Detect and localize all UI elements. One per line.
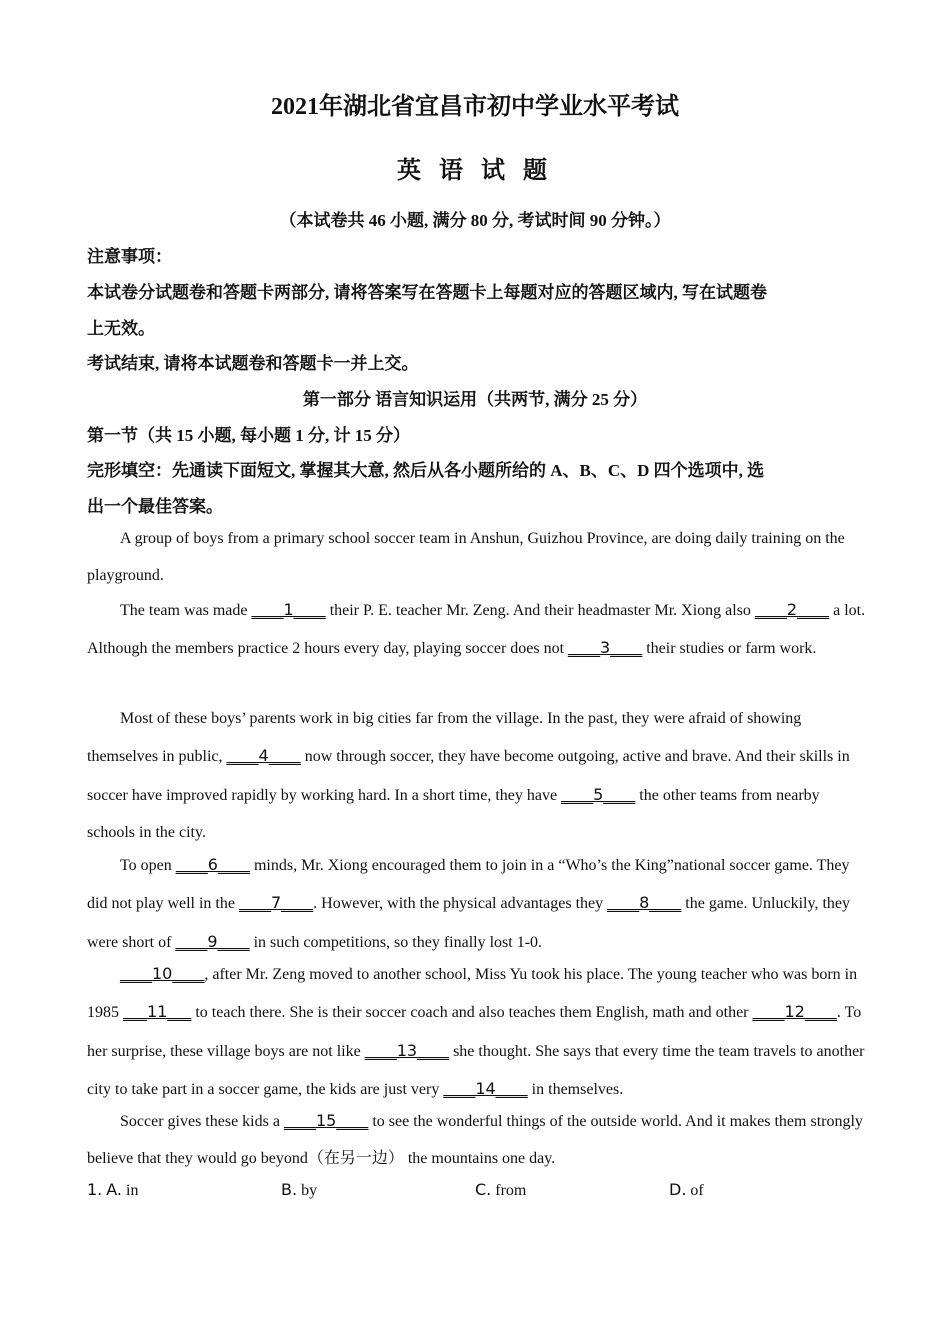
paragraph-text: , after Mr. Zeng moved to another school, Miss Yu took his place. The young teacher who was born in 1985: [87, 966, 858, 1022]
instruction-line-2: 出一个最佳答案。: [87, 497, 223, 516]
passage-paragraph-1: [87, 520, 867, 595]
paragraph-text: in such competitions, so they finally lost 1-0.: [249, 933, 543, 951]
question-number: 1.: [87, 1180, 103, 1199]
blank-8: ____8____: [607, 893, 682, 913]
blank-5: ____5____: [561, 784, 636, 804]
part1-title: 第一部分 语言知识运用（共两节, 满分 25 分）: [302, 390, 648, 409]
blank-2: ____2____: [754, 600, 830, 619]
paragraph-text: their studies or farm work.: [642, 640, 817, 658]
blank-6: ____6____: [175, 855, 250, 874]
option-letter: C.: [475, 1180, 492, 1199]
notes-line-3: 考试结束, 请将本试题卷和答题卡一并上交。: [87, 354, 419, 373]
option-letter: B.: [281, 1180, 298, 1199]
paragraph-text: The team was made: [120, 602, 252, 619]
option-text: in: [126, 1182, 139, 1199]
paragraph-text: . However, with the physical advantages they: [313, 895, 608, 913]
notes-line-1: 本试卷分试题卷和答题卡两部分, 请将答案写在答题卡上每题对应的答题区域内, 写在试题卷: [87, 283, 767, 302]
paragraph-text: she thought. She says that every time the team travels to another city to take part in a soccer game, the kids are just very: [87, 1042, 865, 1099]
blank-10: ____10____: [120, 964, 205, 983]
blank-1: ____1____: [251, 600, 326, 619]
paragraph-text: to see the wonderful things of the outside world. And it makes them strongly believe that they would go beyond（在另一边） the mountains one day.: [87, 1113, 863, 1168]
option-b: [281, 1180, 317, 1200]
subject-title: 英 语 试 题: [397, 158, 553, 184]
blank-12: ____12____: [752, 1002, 837, 1022]
paragraph-text: Soccer gives these kids a: [120, 1113, 284, 1130]
blank-3: ____3____: [568, 638, 643, 658]
passage-paragraph-2: [87, 591, 867, 668]
paragraph-text: now through soccer, they have become outgoing, active and brave. And their skills in soccer have improved rapidly by working hard. In a short time, they have: [87, 748, 850, 804]
passage-paragraph-5: [87, 955, 867, 1109]
paragraph-text: minds, Mr. Xiong encouraged them to join in a “Who’s the King”national soccer game. They did not play well in the: [87, 857, 850, 913]
option-c: [475, 1180, 526, 1200]
blank-14: ____14____: [443, 1079, 528, 1099]
paragraph-text: their P. E. teacher Mr. Zeng. And their headmaster Mr. Xiong also: [325, 602, 755, 619]
paragraph-text: To open: [120, 857, 176, 874]
paragraph-text: in themselves.: [527, 1081, 624, 1099]
passage-paragraph-6: [87, 1102, 867, 1178]
option-letter: D.: [669, 1180, 687, 1199]
section1-title: 第一节（共 15 小题, 每小题 1 分, 计 15 分）: [87, 426, 410, 445]
option-d: [669, 1180, 704, 1200]
option-text: from: [495, 1182, 527, 1199]
blank-13: ____13____: [364, 1040, 450, 1060]
exam-info: （本试卷共 46 小题, 满分 80 分, 考试时间 90 分钟。）: [279, 211, 671, 230]
blank-11: ___11___: [123, 1002, 192, 1022]
passage-paragraph-3: [87, 700, 867, 852]
blank-7: ____7____: [238, 893, 314, 913]
paragraph-text: . To her surprise, these village boys are not like: [87, 1004, 862, 1060]
blank-15: ____15____: [283, 1111, 369, 1130]
instruction-line-1: 完形填空：先通读下面短文, 掌握其大意, 然后从各小题所给的 A、B、C、D 四个选项中, 选: [87, 461, 765, 480]
exam-title: 2021年湖北省宜昌市初中学业水平考试: [271, 94, 679, 120]
notes-line-2: 上无效。: [87, 319, 155, 338]
option-a: [87, 1180, 138, 1200]
paragraph-text: A group of boys from a primary school soccer team in Anshun, Guizhou Province, are doing daily training on the playground.: [87, 530, 845, 585]
option-text: by: [301, 1182, 318, 1199]
paragraph-text: the other teams from nearby schools in the city.: [87, 786, 820, 842]
paragraph-text: to teach there. She is their soccer coach and also teaches them English, math and other: [191, 1004, 753, 1022]
paragraph-text: the game. Unluckily, they were short of: [87, 895, 850, 951]
paragraph-text: a lot. Although the members practice 2 hours every day, playing soccer does not: [87, 602, 866, 658]
option-letter: A.: [106, 1180, 123, 1199]
blank-9: ____9____: [175, 931, 250, 951]
paragraph-text: Most of these boys’ parents work in big cities far from the village. In the past, they were afraid of showing themselves in public,: [87, 710, 802, 766]
blank-4: ____4____: [226, 746, 301, 766]
passage-paragraph-4: [87, 846, 867, 961]
option-text: of: [690, 1182, 704, 1199]
notes-heading: 注意事项：: [87, 247, 172, 266]
